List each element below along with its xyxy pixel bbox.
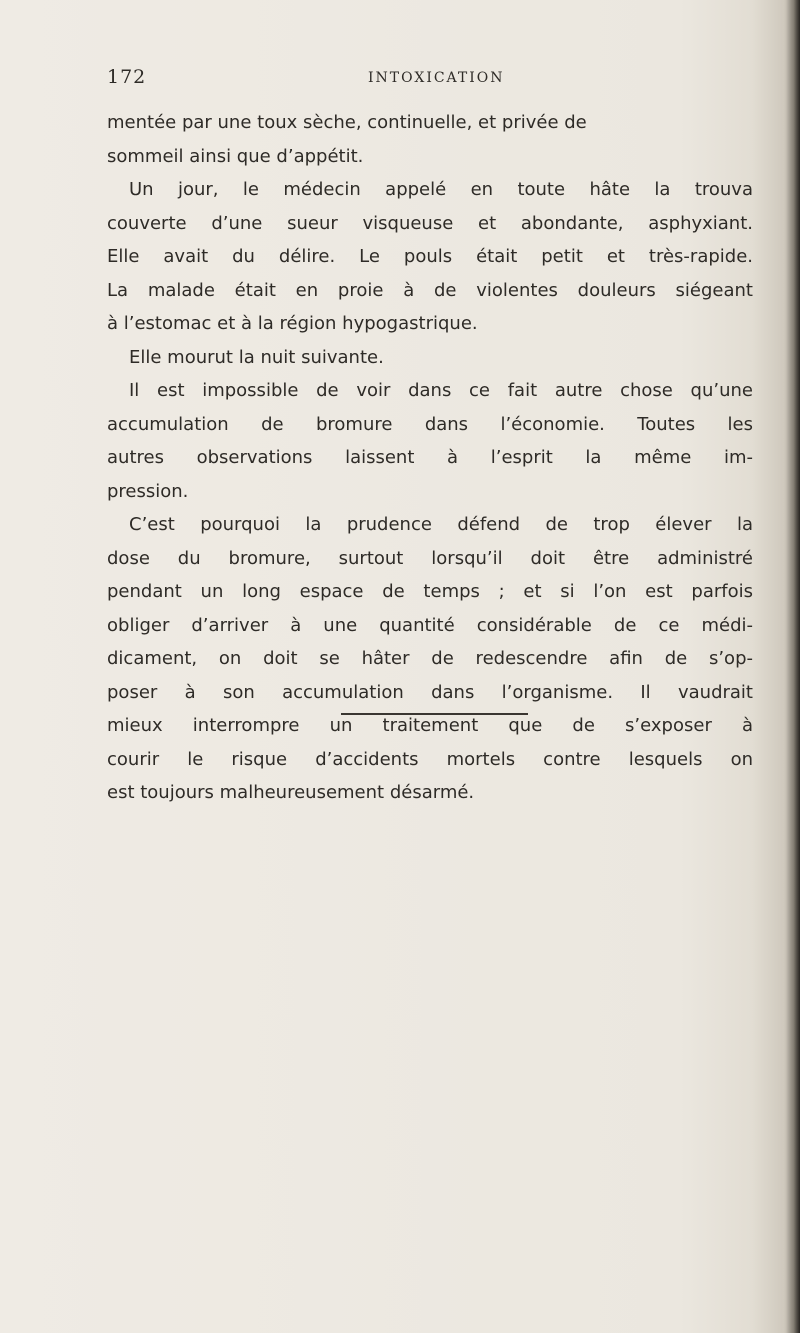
text-line: couverte d’une sueur visqueuse et abondante, asphyxiant. bbox=[107, 212, 753, 234]
text-line: est toujours malheureusement désarmé. bbox=[107, 782, 475, 803]
section-end-rule bbox=[341, 713, 528, 715]
body-text bbox=[107, 106, 753, 810]
text-line: Il est impossible de voir dans ce fait autre chose qu’une bbox=[129, 380, 753, 401]
text-line: courir le risque d’accidents mortels contre lesquels on bbox=[107, 748, 753, 770]
text-line: à l’estomac et à la région hypogastrique. bbox=[107, 313, 478, 334]
text-line: obliger d’arriver à une quantité considérable de ce médi- bbox=[107, 614, 753, 636]
running-head: INTOXICATION bbox=[368, 70, 505, 86]
text-line: Elle avait du délire. Le pouls était petit et très-rapide. bbox=[107, 246, 753, 267]
page-gutter-shadow bbox=[786, 0, 800, 1333]
text-line: mentée par une toux sèche, continuelle, et privée de bbox=[107, 112, 587, 133]
text-line: mieux interrompre un traitement que de s’exposer à bbox=[107, 715, 753, 736]
text-line: C’est pourquoi la prudence défend de trop élever la bbox=[129, 514, 753, 535]
text-line: accumulation de bromure dans l’économie. Toutes les bbox=[107, 413, 753, 435]
text-line: dose du bromure, surtout lorsqu’il doit être administré bbox=[107, 547, 753, 569]
text-line: pression. bbox=[107, 480, 189, 502]
text-line: autres observations laissent à l’esprit la même im- bbox=[107, 447, 753, 468]
page-number: 172 bbox=[107, 66, 147, 88]
text-line: pendant un long espace de temps ; et si l’on est parfois bbox=[107, 581, 753, 602]
text-line: poser à son accumulation dans l’organisme. Il vaudrait bbox=[107, 681, 753, 703]
text-line: Un jour, le médecin appelé en toute hâte la trouva bbox=[129, 179, 753, 200]
text-line: sommeil ainsi que d’appétit. bbox=[107, 145, 364, 167]
page-header bbox=[107, 66, 747, 92]
text-line: La malade était en proie à de violentes douleurs siégeant bbox=[107, 279, 753, 301]
text-line: dicament, on doit se hâter de redescendre afin de s’op- bbox=[107, 648, 753, 669]
text-line: Elle mourut la nuit suivante. bbox=[129, 346, 384, 368]
